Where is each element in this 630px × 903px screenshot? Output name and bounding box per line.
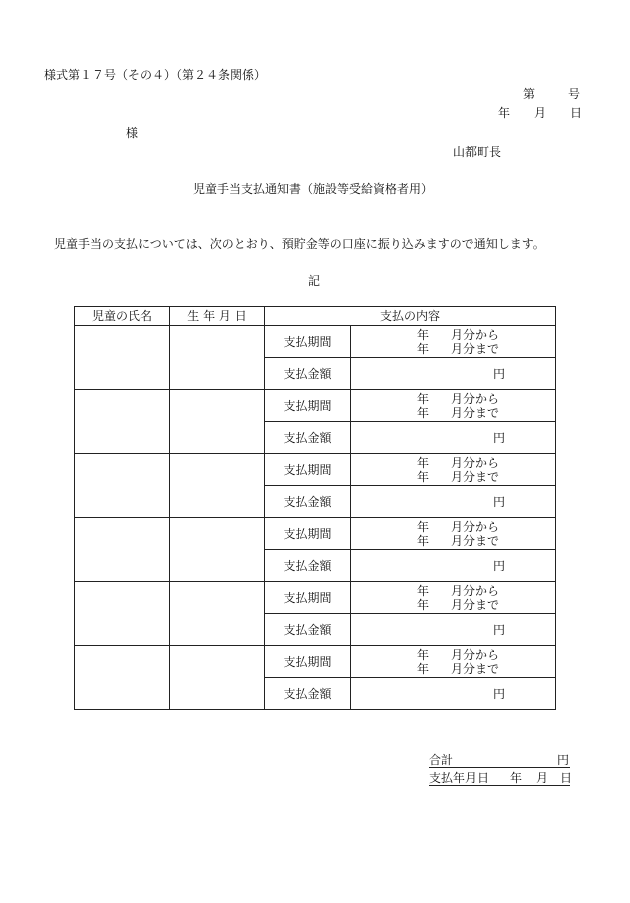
period-from-text: 月分から: [451, 455, 500, 470]
period-value-cell[interactable]: [351, 326, 556, 358]
issue-date-day: 日: [570, 106, 583, 120]
birth-date-cell[interactable]: [170, 518, 265, 582]
period-to-year: 年: [417, 405, 430, 420]
child-name-cell[interactable]: [75, 390, 170, 454]
pay-date-month: 月: [536, 771, 549, 785]
period-to-text: 月分まで: [451, 661, 500, 676]
period-from: [351, 584, 555, 598]
period-label: 支払期間: [265, 646, 351, 678]
addressee-suffix: 様: [126, 126, 139, 140]
period-from: [351, 520, 555, 534]
period-to: [351, 662, 555, 676]
period-label: 支払期間: [265, 454, 351, 486]
issue-date-month: 月: [534, 106, 547, 120]
period-from: [351, 328, 555, 342]
period-from: [351, 392, 555, 406]
pay-date-day: 日: [560, 771, 573, 785]
period-to: [351, 470, 555, 484]
period-from-year: 年: [417, 455, 430, 470]
form-number: 様式第１７号（その４）（第２４条関係）: [44, 68, 267, 82]
amount-value-cell[interactable]: [351, 358, 556, 390]
period-value-cell[interactable]: [351, 518, 556, 550]
period-from-text: 月分から: [451, 327, 500, 342]
amount-value-cell[interactable]: [351, 486, 556, 518]
amount-value-cell[interactable]: [351, 678, 556, 710]
amount-unit: 円: [493, 558, 506, 573]
amount-label: 支払金額: [265, 614, 351, 646]
amount-unit: 円: [493, 686, 506, 701]
amount-value-cell[interactable]: [351, 614, 556, 646]
payment-table: [74, 306, 556, 710]
period-to-text: 月分まで: [451, 533, 500, 548]
amount-unit: 円: [493, 494, 506, 509]
total-unit: 円: [556, 753, 569, 767]
birth-date-cell[interactable]: [170, 646, 265, 710]
birth-date-cell[interactable]: [170, 390, 265, 454]
child-name-cell[interactable]: [75, 646, 170, 710]
amount-unit: 円: [493, 430, 506, 445]
period-to-text: 月分まで: [451, 597, 500, 612]
summary-pay-date-line: [429, 769, 573, 786]
document-title: 児童手当支払通知書（施設等受給資格者用）: [193, 182, 434, 196]
period-from: [351, 648, 555, 662]
period-from-text: 月分から: [451, 519, 500, 534]
child-name-cell[interactable]: [75, 582, 170, 646]
period-label: 支払期間: [265, 518, 351, 550]
header-child-name: 児童の氏名: [75, 307, 170, 326]
ki-marker: 記: [308, 274, 321, 288]
table-row: [75, 582, 556, 614]
amount-label: 支払金額: [265, 358, 351, 390]
header-payment-content: 支払の内容: [265, 307, 556, 326]
period-value-cell[interactable]: [351, 390, 556, 422]
birth-date-cell[interactable]: [170, 582, 265, 646]
period-to-year: 年: [417, 661, 430, 676]
period-value-cell[interactable]: [351, 646, 556, 678]
period-value-cell[interactable]: [351, 582, 556, 614]
amount-value-cell[interactable]: [351, 550, 556, 582]
period-to-text: 月分まで: [451, 469, 500, 484]
amount-label: 支払金額: [265, 550, 351, 582]
table-row: [75, 326, 556, 358]
pay-date-year: 年: [510, 771, 523, 785]
table-row: [75, 454, 556, 486]
child-name-cell[interactable]: [75, 454, 170, 518]
issue-date-year: 年: [498, 106, 511, 120]
period-from-text: 月分から: [451, 647, 500, 662]
period-to-year: 年: [417, 341, 430, 356]
period-to-text: 月分まで: [451, 341, 500, 356]
period-to-year: 年: [417, 533, 430, 548]
period-from-text: 月分から: [451, 583, 500, 598]
header-birth-date: 生 年 月 日: [170, 307, 265, 326]
period-to: [351, 342, 555, 356]
document-number-label: 第: [523, 87, 536, 101]
amount-unit: 円: [493, 366, 506, 381]
table-row: [75, 646, 556, 678]
amount-unit: 円: [493, 622, 506, 637]
period-to: [351, 534, 555, 548]
amount-value-cell[interactable]: [351, 422, 556, 454]
summary-total-line: [429, 751, 570, 768]
amount-label: 支払金額: [265, 486, 351, 518]
period-from-year: 年: [417, 519, 430, 534]
period-from: [351, 456, 555, 470]
period-from-year: 年: [417, 327, 430, 342]
period-from-year: 年: [417, 647, 430, 662]
birth-date-cell[interactable]: [170, 454, 265, 518]
period-to: [351, 598, 555, 612]
period-label: 支払期間: [265, 326, 351, 358]
table-row: [75, 390, 556, 422]
pay-date-label: 支払年月日: [429, 771, 490, 785]
period-label: 支払期間: [265, 582, 351, 614]
period-to-year: 年: [417, 469, 430, 484]
document-number-suffix: 号: [568, 87, 581, 101]
birth-date-cell[interactable]: [170, 326, 265, 390]
amount-label: 支払金額: [265, 422, 351, 454]
period-to-text: 月分まで: [451, 405, 500, 420]
child-name-cell[interactable]: [75, 326, 170, 390]
period-label: 支払期間: [265, 390, 351, 422]
period-from-text: 月分から: [451, 391, 500, 406]
period-from-year: 年: [417, 583, 430, 598]
table-row: [75, 518, 556, 550]
total-label: 合計: [429, 753, 454, 767]
period-to-year: 年: [417, 597, 430, 612]
table-header-row: [75, 307, 556, 326]
period-value-cell[interactable]: [351, 454, 556, 486]
period-from-year: 年: [417, 391, 430, 406]
period-to: [351, 406, 555, 420]
child-name-cell[interactable]: [75, 518, 170, 582]
amount-label: 支払金額: [265, 678, 351, 710]
issuer: 山都町長: [453, 145, 502, 159]
body-text: 児童手当の支払については、次のとおり、預貯金等の口座に振り込みますので通知します。: [54, 237, 545, 251]
